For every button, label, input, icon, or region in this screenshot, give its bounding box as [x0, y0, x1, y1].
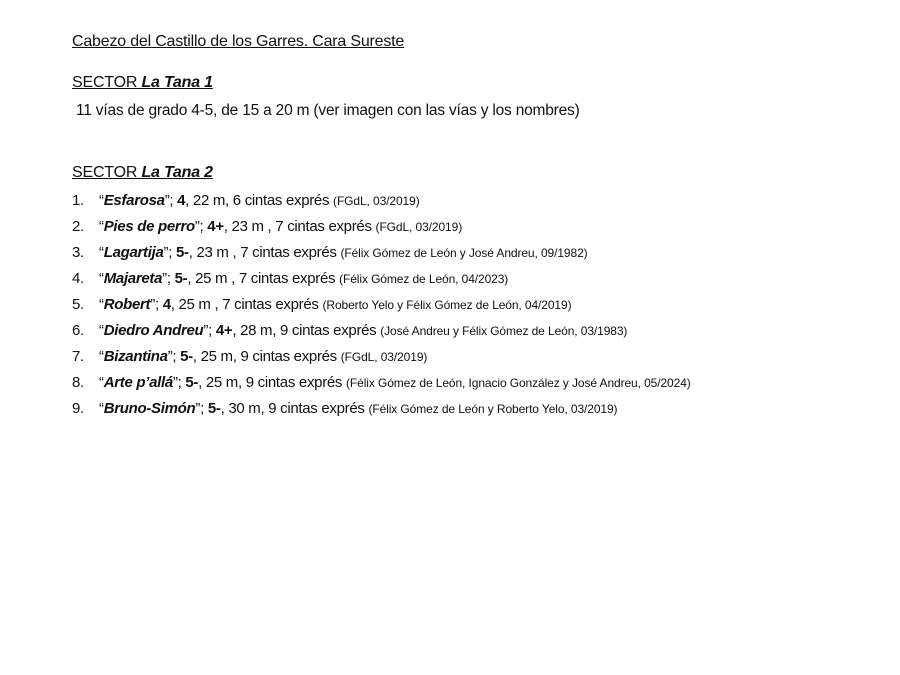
route-credit: (Félix Gómez de León y Roberto Yelo, 03/2019) — [368, 402, 618, 416]
route-details: , 25 m , 7 cintas exprés — [170, 296, 323, 313]
route-details: , 23 m , 7 cintas exprés — [188, 244, 341, 261]
quote-open: “ — [99, 270, 104, 287]
route-grade: 5- — [174, 270, 188, 287]
quote-close: ”; — [195, 400, 208, 417]
route-item — [72, 373, 691, 399]
route-name: Esfarosa — [103, 192, 165, 209]
route-name: Majareta — [103, 270, 163, 287]
route-name: Bruno-Simón — [103, 400, 196, 417]
quote-open: “ — [99, 296, 104, 313]
quote-close: ”; — [203, 322, 216, 339]
route-grade: 4+ — [207, 218, 224, 235]
route-item — [72, 243, 691, 269]
route-name: Lagartija — [103, 244, 164, 261]
quote-open: “ — [99, 374, 104, 391]
route-details: , 28 m, 9 cintas exprés — [232, 322, 381, 339]
route-name: Bizantina — [103, 348, 168, 365]
route-grade: 5- — [180, 348, 193, 365]
route-name: Robert — [103, 296, 151, 313]
route-number: 4. — [72, 270, 84, 287]
quote-open: “ — [99, 192, 104, 209]
route-credit: (FGdL, 03/2019) — [340, 350, 428, 364]
route-details: , 30 m, 9 cintas exprés — [220, 400, 369, 417]
sector-name: La Tana 1 — [141, 74, 213, 91]
route-credit: (José Andreu y Félix Gómez de León, 03/1983) — [380, 324, 628, 338]
route-item — [72, 269, 691, 295]
quote-close: ”; — [150, 296, 163, 313]
route-name: Diedro Andreu — [103, 322, 204, 339]
route-number: 5. — [72, 296, 84, 313]
route-details: , 25 m, 9 cintas exprés — [198, 374, 346, 391]
route-credit: (Félix Gómez de León y José Andreu, 09/1982) — [340, 246, 588, 260]
route-number: 8. — [72, 374, 84, 391]
route-details: , 22 m, 6 cintas exprés — [185, 192, 334, 209]
route-credit: (FGdL, 03/2019) — [375, 220, 463, 234]
route-grade: 4 — [162, 296, 171, 313]
route-credit: (Félix Gómez de León, Ignacio González y José Andreu, 05/2024) — [346, 376, 691, 390]
route-details: , 25 m, 9 cintas exprés — [192, 348, 341, 365]
route-details: , 25 m , 7 cintas exprés — [187, 270, 340, 287]
route-number: 2. — [72, 218, 84, 235]
sector-name: La Tana 2 — [141, 164, 213, 181]
route-grade: 5- — [175, 244, 189, 261]
route-number: 6. — [72, 322, 84, 339]
route-item — [72, 295, 691, 321]
route-item — [72, 191, 691, 217]
route-name: Pies de perro — [103, 218, 195, 235]
quote-close: ”; — [164, 192, 178, 209]
route-credit: (Félix Gómez de León, 04/2023) — [339, 272, 509, 286]
quote-close: ”; — [162, 270, 175, 287]
sector-heading-la-tana-2 — [72, 164, 213, 182]
quote-open: “ — [99, 218, 104, 235]
route-list — [72, 191, 691, 425]
route-grade: 4 — [177, 192, 186, 209]
quote-close: ”; — [172, 374, 186, 391]
route-details: , 23 m , 7 cintas exprés — [223, 218, 376, 235]
quote-open: “ — [99, 348, 104, 365]
quote-close: ”; — [163, 244, 176, 261]
route-grade: 5- — [207, 400, 221, 417]
route-grade: 4+ — [215, 322, 233, 339]
route-item — [72, 321, 691, 347]
route-name: Arte p’allá — [103, 374, 173, 391]
route-item — [72, 217, 691, 243]
sector-prefix: SECTOR — [72, 164, 142, 181]
quote-open: “ — [99, 244, 104, 261]
quote-close: ”; — [167, 348, 181, 365]
sector-prefix: SECTOR — [72, 74, 142, 91]
sector-heading-la-tana-1 — [72, 74, 213, 92]
route-number: 3. — [72, 244, 84, 261]
quote-close: ”; — [194, 218, 208, 235]
route-grade: 5- — [185, 374, 199, 391]
route-number: 9. — [72, 400, 84, 417]
quote-open: “ — [99, 400, 104, 417]
route-item — [72, 399, 691, 425]
route-credit: (Roberto Yelo y Félix Gómez de León, 04/2019) — [322, 298, 572, 312]
document-title: Cabezo del Castillo de los Garres. Cara Sureste — [72, 33, 405, 50]
route-number: 1. — [72, 192, 84, 209]
route-credit: (FGdL, 03/2019) — [333, 194, 420, 208]
quote-open: “ — [99, 322, 104, 339]
route-number: 7. — [72, 348, 84, 365]
sector-description: 11 vías de grado 4-5, de 15 a 20 m (ver imagen con las vías y los nombres) — [76, 102, 580, 119]
route-item — [72, 347, 691, 373]
